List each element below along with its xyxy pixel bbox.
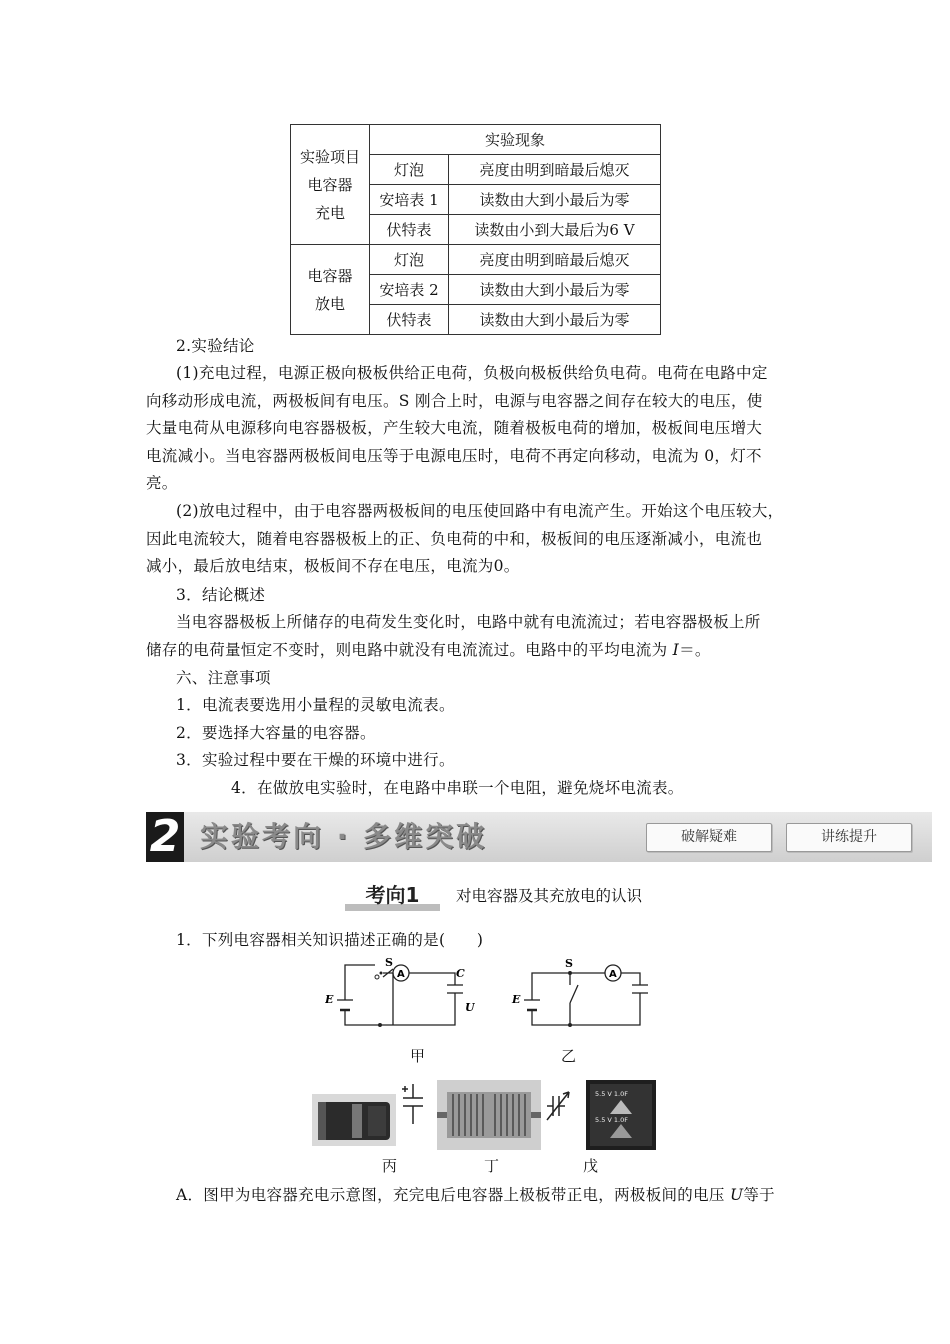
option-a-tail: 等于 (743, 1186, 775, 1204)
polar-capacitor-symbol (398, 1084, 428, 1124)
cap-spec-bottom: 5.5 V 1.0F (595, 1116, 628, 1124)
label-A: A (397, 969, 405, 980)
caption-wu: 戊 (583, 1157, 599, 1175)
kaoxiang-label: 考向1 (365, 883, 420, 907)
section-number: 2 (146, 812, 184, 862)
table-device: 灯泡 (370, 245, 449, 275)
text-line: 电流减小。当电容器两极板间电压等于电源电压时，电荷不再定向移动，电流为 0，灯不 (146, 446, 762, 465)
text-line: 因此电流较大，随着电容器极板上的正、负电荷的中和，极板间的电压逐渐减小，电流也 (146, 529, 763, 548)
charge-label-1: 电容器 (307, 175, 353, 194)
conclusion-p1 (146, 360, 826, 498)
table-header-item: 实验项目 (299, 147, 360, 166)
summary-heading: 3．结论概述 (176, 586, 266, 604)
notes-item: 1．电流表要选用小量程的灵敏电流表。 (176, 696, 455, 714)
super-capacitor-photo (586, 1080, 656, 1150)
table-device: 安培表 1 (370, 185, 449, 215)
notes-item: 2．要选择大容量的电容器。 (176, 724, 376, 742)
section-title: 实验考向 · 多维突破 (200, 820, 488, 853)
label-S: S (565, 957, 573, 970)
text-line: 亮。 (146, 474, 178, 492)
label-E: E (325, 993, 334, 1006)
section-banner (146, 812, 932, 862)
label-A: A (609, 969, 617, 980)
electrolytic-capacitor-photo (312, 1094, 396, 1146)
discharge-label-1: 电容器 (307, 266, 353, 285)
notes-item: 3．实验过程中要在干燥的环境中进行。 (176, 751, 455, 769)
charge-cell (291, 125, 370, 245)
table-phenomenon: 读数由小到大最后为6 V (449, 215, 661, 245)
variable-capacitor-symbol (543, 1088, 577, 1128)
label-S: S (385, 956, 393, 969)
kaoxiang-title: 对电容器及其充放电的认识 (456, 887, 643, 905)
text-line: 向移动形成电流，两极板间有电压。S 刚合上时，电源与电容器之间存在较大的电压，使 (146, 391, 763, 410)
text-line: 储存的电荷量恒定不变时，则电路中就没有电流流过。电路中的平均电流为 (146, 640, 673, 659)
table-phenomenon: 读数由大到小最后为零 (449, 275, 661, 305)
table-phenomenon: 亮度由明到暗最后熄灭 (449, 155, 661, 185)
caption-yi: 乙 (561, 1047, 577, 1065)
label-C: C (456, 967, 465, 980)
table-device: 灯泡 (370, 155, 449, 185)
practice-improve-button[interactable]: 讲练提升 (786, 823, 912, 852)
caption-ding: 丁 (484, 1157, 500, 1175)
table-phenomenon: 读数由大到小最后为零 (449, 305, 661, 335)
discharge-label-2: 放电 (314, 294, 345, 313)
summary-paragraph (146, 609, 826, 664)
text-line: (1)充电过程，电源正极向极板供给正电荷，负极向极板供给负电荷。电荷在电路中定 (176, 364, 768, 382)
circuit-jia-diagram (325, 955, 475, 1035)
text-line: 减小，最后放电结束，极板间不存在电压，电流为0。 (146, 557, 520, 575)
formula-tail: ＝。 (679, 640, 711, 659)
caption-jia: 甲 (410, 1047, 426, 1065)
option-a (176, 1182, 775, 1210)
discharge-cell (291, 245, 370, 335)
formula-variable: I (672, 640, 680, 659)
cap-spec-top: 5.5 V 1.0F (595, 1090, 628, 1098)
conclusion-p2 (146, 498, 826, 581)
option-a-variable: U (729, 1186, 744, 1204)
experiment-table (290, 124, 661, 335)
variable-capacitor-photo (437, 1080, 541, 1150)
question-stem: 1．下列电容器相关知识描述正确的是( ) (176, 931, 484, 949)
table-phenomenon: 亮度由明到暗最后熄灭 (449, 245, 661, 275)
break-difficulty-button[interactable]: 破解疑难 (646, 823, 772, 852)
text-line: 大量电荷从电源移向电容器极板，产生较大电流，随着极板电荷的增加，极板间电压增大 (146, 419, 763, 437)
table-device: 安培表 2 (370, 275, 449, 305)
text-line: (2)放电过程中，由于电容器两极板间的电压使回路中有电流产生。开始这个电压较大， (176, 502, 784, 520)
table-device: 伏特表 (370, 305, 449, 335)
notes-item: 4．在做放电实验时，在电路中串联一个电阻，避免烧坏电流表。 (231, 779, 684, 797)
table-phenomenon: 读数由大到小最后为零 (449, 185, 661, 215)
table-device: 伏特表 (370, 215, 449, 245)
label-U: U (465, 1001, 475, 1014)
charge-label-2: 充电 (314, 203, 345, 222)
text-line: 当电容器极板上所储存的电荷发生变化时，电路中就有电流流过；若电容器极板上所 (176, 613, 761, 631)
table-header-phenomenon: 实验现象 (370, 125, 661, 155)
label-E: E (512, 993, 521, 1006)
circuit-yi-diagram (510, 955, 655, 1035)
text-line-formula (146, 637, 826, 665)
option-a-text: A．图甲为电容器充电示意图，充完电后电容器上极板带正电，两极板间的电压 (176, 1186, 730, 1204)
caption-bing: 丙 (382, 1157, 398, 1175)
notes-heading: 六、注意事项 (176, 669, 271, 687)
conclusion-heading: 2.实验结论 (176, 337, 255, 355)
